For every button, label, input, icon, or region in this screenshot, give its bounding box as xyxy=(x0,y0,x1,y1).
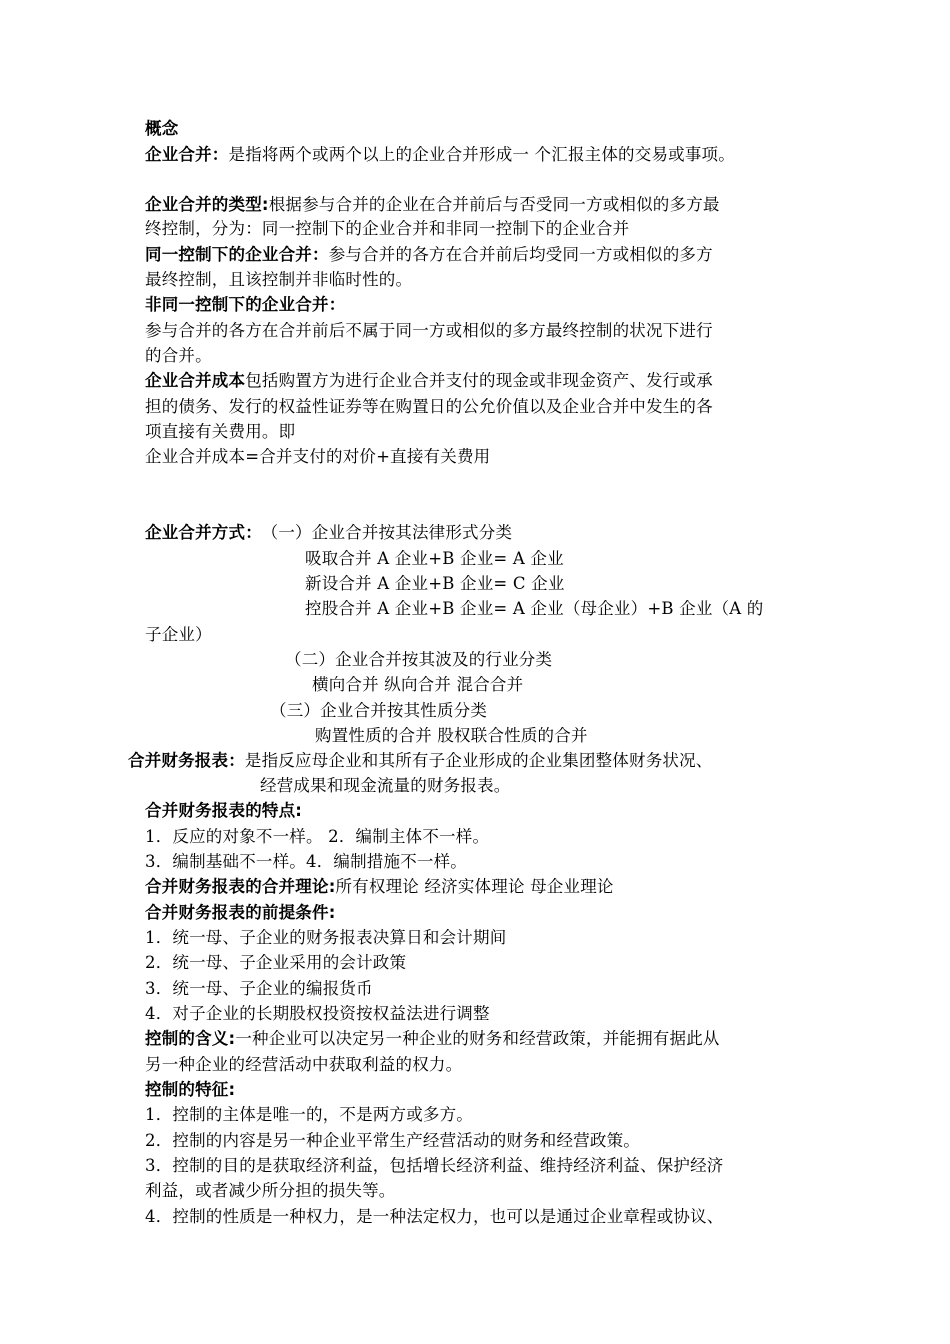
premise-item: 2．统一母、子企业采用的会计政策 xyxy=(145,953,407,972)
method-absorb: 吸取合并 A 企业+B 企业= A 企业 xyxy=(305,549,564,568)
term-premise: 合并财务报表的前提条件: xyxy=(145,903,336,922)
method-holding-cont: 子企业） xyxy=(145,625,212,644)
premise-item: 1．统一母、子企业的财务报表决算日和会计期间 xyxy=(145,928,507,947)
def-same-control xyxy=(145,245,713,265)
def-control-meaning-text: 一种企业可以决定另一种企业的财务和经营政策，并能拥有据此从 xyxy=(235,1029,720,1048)
term-theory: 合并财务报表的合并理论: xyxy=(145,877,336,896)
def-cost-text: 包括购置方为进行企业合并支付的现金或非现金资产、发行或承 xyxy=(245,371,713,390)
features-line2: 3．编制基础不一样。4．编制措施不一样。 xyxy=(145,852,467,871)
def-non-same-control-line2: 的合并。 xyxy=(145,346,212,365)
methods-cat1: （一）企业合并按其法律形式分类 xyxy=(269,523,513,542)
term-consolidated: 合并财务报表： xyxy=(128,751,245,770)
def-theory xyxy=(145,877,614,897)
control-feature-item: 2．控制的内容是另一种企业平常生产经营活动的财务和经营政策。 xyxy=(145,1131,640,1150)
term-non-same-control: 非同一控制下的企业合并： xyxy=(145,295,346,314)
methods-cat2: （二）企业合并按其波及的行业分类 xyxy=(285,650,553,669)
def-consolidated xyxy=(128,751,713,771)
methods-heading xyxy=(145,523,512,543)
def-non-same-control-line1: 参与合并的各方在合并前后不属于同一方或相似的多方最终控制的状况下进行 xyxy=(145,321,713,340)
features-line1: 1．反应的对象不一样。 2．编制主体不一样。 xyxy=(145,827,490,846)
def-theory-text: 所有权理论 经济实体理论 母企业理论 xyxy=(335,877,614,896)
term-methods: 企业合并方式： xyxy=(145,523,262,542)
term-merger: 企业合并： xyxy=(145,145,229,164)
def-cost xyxy=(145,371,713,391)
def-control-meaning-line2: 另一种企业的经营活动中获取利益的权力。 xyxy=(145,1055,463,1074)
def-control-meaning xyxy=(145,1029,720,1049)
control-feature-item: 利益，或者减少所分担的损失等。 xyxy=(145,1181,396,1200)
def-same-control-line2: 最终控制，且该控制并非临时性的。 xyxy=(145,270,413,289)
section-title: 概念 xyxy=(145,119,179,138)
method-industry: 横向合并 纵向合并 混合合并 xyxy=(312,675,524,694)
method-nature: 购置性质的合并 股权联合性质的合并 xyxy=(315,726,588,745)
method-holding: 控股合并 A 企业+B 企业= A 企业（母企业）+B 企业（A 的 xyxy=(305,599,764,618)
method-newset: 新设合并 A 企业+B 企业= C 企业 xyxy=(305,574,565,593)
cost-formula: 企业合并成本=合并支付的对价+直接有关费用 xyxy=(145,447,491,466)
methods-cat3: （三）企业合并按其性质分类 xyxy=(270,701,488,720)
premise-item: 4．对子企业的长期股权投资按权益法进行调整 xyxy=(145,1004,490,1023)
control-feature-item: 3．控制的目的是获取经济利益，包括增长经济利益、维持经济利益、保护经济 xyxy=(145,1156,724,1175)
term-control-features: 控制的特征: xyxy=(145,1080,236,1099)
term-control-meaning: 控制的含义: xyxy=(145,1029,236,1048)
def-merger-text: 是指将两个或两个以上的企业合并形成一 个汇报主体的交易或事项。 xyxy=(228,145,735,164)
control-feature-item: 1．控制的主体是唯一的，不是两方或多方。 xyxy=(145,1105,473,1124)
def-cost-line3: 项直接有关费用。即 xyxy=(145,422,296,441)
term-types: 企业合并的类型: xyxy=(145,195,269,214)
term-cost: 企业合并成本 xyxy=(145,371,246,390)
def-types-text: 根据参与合并的企业在合并前后与否受同一方或相似的多方最 xyxy=(268,195,720,214)
premise-item: 3．统一母、子企业的编报货币 xyxy=(145,979,373,998)
def-consolidated-text: 是指反应母企业和其所有子企业形成的企业集团整体财务状况、 xyxy=(244,751,713,770)
def-cost-line2: 担的债务、发行的权益性证券等在购置日的公允价值以及企业合并中发生的各 xyxy=(145,397,713,416)
term-features: 合并财务报表的特点: xyxy=(145,801,303,820)
def-merger xyxy=(145,145,735,165)
def-same-control-text: 参与合并的各方在合并前后均受同一方或相似的多方 xyxy=(328,245,713,264)
def-consolidated-line2: 经营成果和现金流量的财务报表。 xyxy=(260,776,511,795)
term-same-control: 同一控制下的企业合并： xyxy=(145,245,329,264)
control-feature-item: 4．控制的性质是一种权力，是一种法定权力，也可以是通过企业章程或协议、 xyxy=(145,1207,724,1226)
def-types-line2: 终控制，分为：同一控制下的企业合并和非同一控制下的企业合并 xyxy=(145,219,630,238)
def-types xyxy=(145,195,720,215)
